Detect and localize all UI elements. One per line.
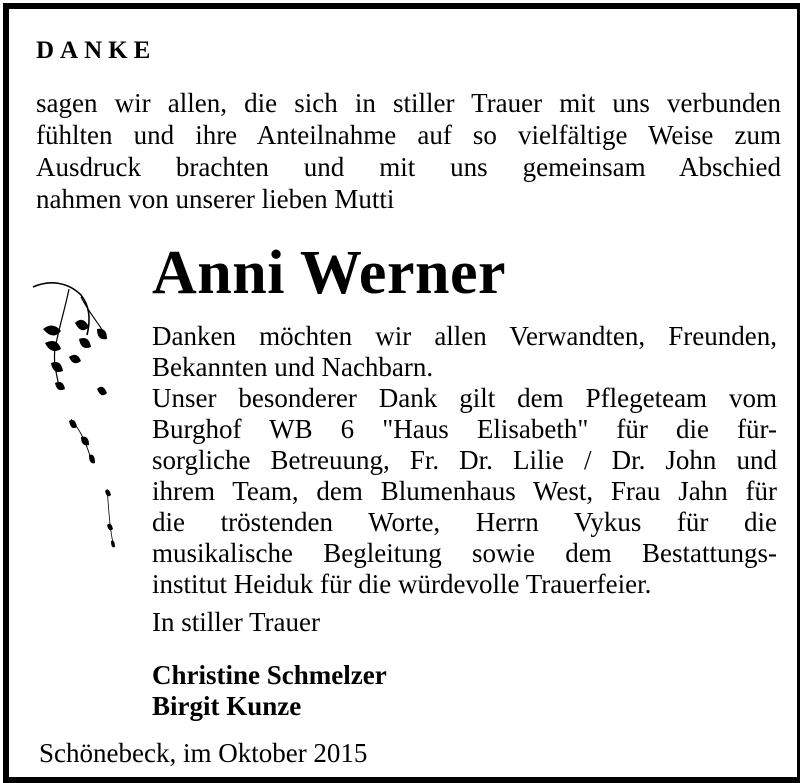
intro-line: sagen wir allen, die sich in stiller Trauer mit uns verbunden	[36, 88, 781, 118]
obituary-notice	[3, 3, 800, 783]
intro-paragraph	[36, 87, 781, 215]
thanks-line: sorgliche Betreuung, Fr. Dr. Lilie / Dr. John und	[152, 445, 777, 475]
signer-name: Christine Schmelzer	[152, 660, 387, 690]
signer-name: Birgit Kunze	[152, 691, 302, 721]
thanks-paragraph	[152, 321, 777, 600]
birch-branch-icon	[29, 279, 139, 569]
thanks-line: ihrem Team, dem Blumenhaus West, Frau Jahn für	[152, 476, 777, 506]
intro-line: Ausdruck brachten und mit uns gemeinsam Abschied	[36, 152, 781, 182]
deceased-name: Anni Werner	[152, 239, 506, 307]
notice-heading: DANKE	[36, 37, 157, 64]
thanks-line: die tröstenden Worte, Herrn Vykus für die	[152, 507, 777, 537]
intro-line: nahmen von unserer lieben Mutti	[36, 184, 395, 214]
thanks-line: Burghof WB 6 "Haus Elisabeth" für die für-	[152, 414, 777, 444]
closing-phrase: In stiller Trauer	[152, 607, 320, 637]
thanks-line: Unser besonderer Dank gilt dem Pflegeteam vom	[152, 383, 777, 413]
thanks-line: musikalische Begleitung sowie dem Bestattungs-	[152, 538, 777, 568]
signers-list	[152, 660, 387, 722]
thanks-line: Bekannten und Nachbarn.	[152, 352, 434, 382]
intro-line: fühlten und ihre Anteilnahme auf so vielfältige Weise zum	[36, 120, 781, 150]
place-and-date: Schönebeck, im Oktober 2015	[39, 738, 368, 768]
thanks-line: Danken möchten wir allen Verwandten, Freunden,	[152, 321, 777, 351]
thanks-line: institut Heiduk für die würdevolle Trauerfeier.	[152, 569, 652, 599]
